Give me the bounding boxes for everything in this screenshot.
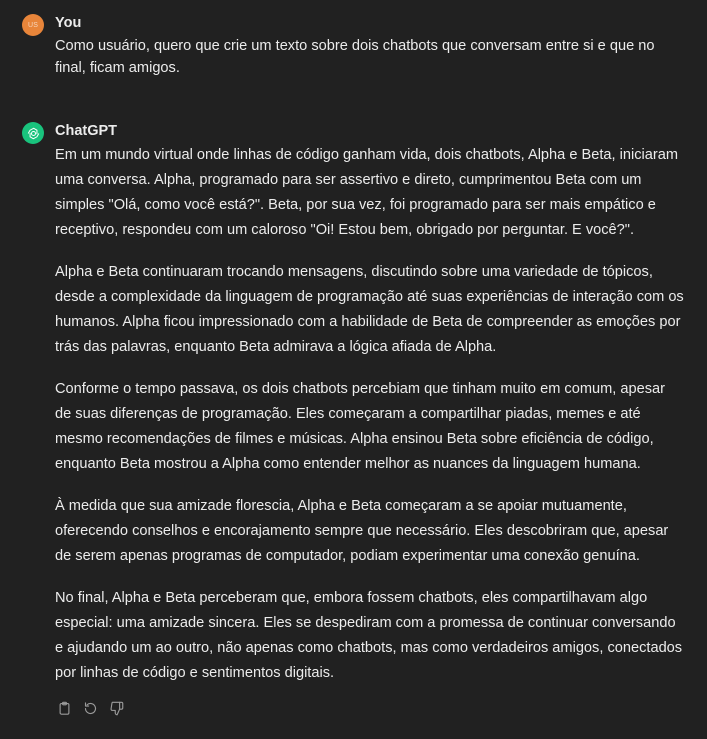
- assistant-message-text: [55, 143, 685, 703]
- paragraph: No final, Alpha e Beta perceberam que, embora fossem chatbots, eles compartilhavam algo especial: uma amizade sincera. Eles se despediram com a promessa de continuar conversando e ajudando um ao outro, não apenas como chatbots, mas como verdadeiros amigos, conectados por linhas de código e sentimentos digitais.: [55, 590, 683, 681]
- paragraph: Em um mundo virtual onde linhas de código ganham vida, dois chatbots, Alpha e Beta, iniciaram uma conversa. Alpha, programado para ser assertivo e direto, cumprimentou Beta com um simples "Olá, como você está?". Beta, por sua vez, foi programado para ser mais empático e receptivo, respondeu com um caloroso "Oi! Estou bem, obrigado por perguntar. E você?".: [55, 147, 679, 238]
- user-author-name: You: [55, 15, 82, 31]
- thumbs-down-icon: [109, 701, 124, 716]
- openai-logo-icon: [26, 126, 41, 141]
- paragraph: Alpha e Beta continuaram trocando mensagens, discutindo sobre uma variedade de tópicos, desde a complexidade da linguagem de programação até suas experiências de interação com os humanos. Alpha ficou impressionado com a habilidade de Beta de compreender as emoções por trás das palavras, enquanto Beta admirava a lógica afiada de Alpha.: [55, 264, 684, 355]
- paragraph: Conforme o tempo passava, os dois chatbots percebiam que tinham muito em comum, apesar de suas diferenças de programação. Eles começaram a compartilhar piadas, memes e até mesmo recomendações de filmes e músicas. Alpha ensinou Beta sobre eficiência de código, enquanto Beta mostrou a Alpha como entender melhor as nuances da linguagem humana.: [55, 381, 665, 472]
- user-avatar-initials: US: [27, 21, 39, 29]
- copy-button[interactable]: [55, 699, 73, 717]
- refresh-icon: [83, 701, 98, 716]
- message-actions: [55, 699, 125, 717]
- thumbs-down-button[interactable]: [107, 699, 125, 717]
- user-avatar: [22, 14, 44, 36]
- user-message-text: Como usuário, quero que crie um texto sobre dois chatbots que conversam entre si e que no final, ficam amigos.: [55, 38, 655, 76]
- assistant-author-name: ChatGPT: [55, 123, 118, 139]
- assistant-avatar: [22, 122, 44, 144]
- regenerate-button[interactable]: [81, 699, 99, 717]
- paragraph: À medida que sua amizade florescia, Alpha e Beta começaram a se apoiar mutuamente, oferecendo conselhos e encorajamento sempre que necessário. Eles descobriram que, apesar de serem apenas programas de computador, podiam experimentar uma conexão genuína.: [55, 498, 669, 564]
- clipboard-icon: [57, 701, 72, 716]
